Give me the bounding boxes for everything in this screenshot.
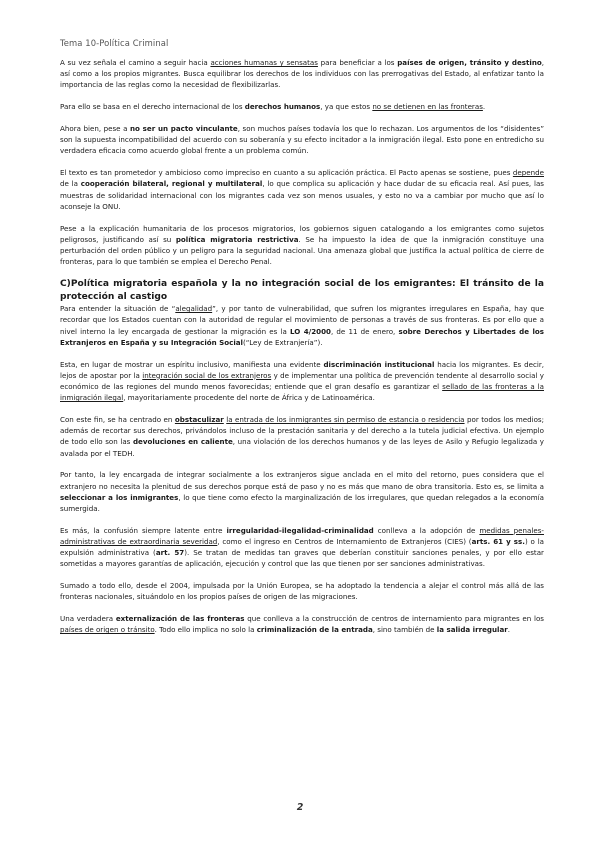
emphasis-text: LO 4/2000 — [290, 326, 331, 336]
paragraph — [60, 167, 544, 212]
text-run: , ya que estos — [320, 102, 373, 112]
text-run: . — [482, 102, 486, 112]
emphasis-text: arts. 61 y ss. — [471, 537, 525, 547]
text-run: Para ello se basa en el derecho internacional de los — [60, 102, 245, 112]
emphasis-text: discriminación institucional — [323, 359, 435, 369]
paragraph — [60, 101, 544, 112]
paragraph — [60, 123, 544, 157]
text-run: Pese a la explicación humanitaria de los procesos migratorios, los gobiernos siguen catalogando a los emigrantes como sujetos peligrosos, justificando así su — [60, 223, 544, 244]
text-run: , así como a los propios migrantes. Busca equilibrar los derechos de los individuos con las prerrogativas del Estado, al enfatizar tanto la importancia de las reglas como la necesidad de flexibilizarlas. — [60, 58, 545, 90]
text-run: ) o la expulsión administrativa ( — [60, 537, 545, 558]
emphasis-text: criminalización de la entrada — [256, 625, 373, 635]
emphasis-text: sobre Derechos y Libertades de los Extranjeros en España y su Integración Social — [60, 326, 544, 347]
text-run: , lo que complica su aplicación y hace dudar de su eficacia real. Así pues, las muestras de solidaridad internacional con los migrantes cada vez son menos usuales, y esto no va a cambiar por mucho que así lo aconseje la ONU. — [60, 179, 544, 211]
emphasis-text: acciones humanas y sensatas — [210, 58, 318, 67]
emphasis-text: países de origen o tránsito — [60, 625, 155, 635]
text-run: , una violación de los derechos humanos y de las leyes de Asilo y Refugio legalizada y avalada por el TEDH. — [60, 437, 544, 458]
text-run: ”, y por tanto de vulnerabilidad, que sufren los migrantes irregulares en España, hay que recordar que los Estados cuentan con la autoridad de regular el movimiento de personas a través de sus fronteras. Es por ello que a nivel interno la ley encargada de gestionar la migración es la — [60, 304, 544, 336]
emphasis-text: externalización de las fronteras — [115, 614, 245, 624]
text-run: , lo que tiene como efecto la marginalización de los irregulares, que quedan relegados a la economía sumergida. — [60, 492, 544, 514]
text-run: , son muchos países todavía los que lo rechazan. Los argumentos de los “disidentes” son la supuesta incompatibilidad del acuerdo con su soberanía y su efecto incitador a la inmigración ilegal. Esto pone en entredicho su verdadera eficacia como acuerdo global frente a un problema común. — [60, 124, 544, 156]
text-run: Por tanto, la ley encargada de integrar socialmente a los extranjeros sigue anclada en el mito del retorno, pues considera que el extranjero no necesita la plenitud de sus derechos porque está de paso y no es más que mano de obra transitoria. Esto es, se limita a — [60, 470, 544, 491]
text-run: , como el ingreso en Centros de Internamiento de Extranjeros (CIES) ( — [217, 537, 472, 547]
text-run: Con este fin, se ha centrado en — [60, 415, 175, 425]
emphasis-text: no se detienen en las fronteras — [372, 102, 483, 112]
text-run: A su vez señala el camino a seguir hacia — [60, 58, 211, 67]
text-run: . — [507, 625, 511, 635]
text-run: , mayoritariamente procedente del norte de África y de Latinoamérica. — [123, 393, 375, 403]
text-run: Es más, la confusión siempre latente entre — [60, 525, 227, 535]
emphasis-text: política migratoria restrictiva — [175, 234, 299, 244]
text-run: Una verdadera — [60, 614, 116, 624]
page-header-title: Tema 10-Política Criminal — [60, 38, 169, 48]
paragraph — [60, 223, 544, 268]
document-body — [60, 57, 544, 636]
paragraph — [60, 469, 544, 514]
page-number: 2 — [296, 802, 304, 813]
text-run: hacia los migrantes. Es decir, lejos de apostar por la — [60, 359, 545, 380]
emphasis-text: medidas penales-administrativas de extraordinaria severidad — [60, 525, 544, 547]
text-run: , de 11 de enero, — [330, 326, 399, 336]
text-run: , sino también de — [372, 625, 437, 635]
emphasis-text: depende — [512, 168, 544, 178]
emphasis-text: cooperación bilateral, regional y multilateral — [80, 179, 263, 189]
text-run: y de implementar una política de prevención tendente al desarrollo social y económico de las regiones del mundo menos favorecidas; entiende que el gran desafío es garantizar el — [60, 370, 544, 392]
emphasis-text: no ser un pacto vinculante — [129, 124, 238, 133]
text-run: conlleva a la adopción de — [373, 525, 480, 535]
paragraph — [60, 414, 544, 459]
text-run: Esta, en lugar de mostrar un espíritu inclusivo, manifiesta una evidente — [60, 359, 324, 369]
paragraph — [60, 525, 544, 570]
text-run: por todos los medios; además de recortar sus derechos, privándolos incluso de la prestación sanitaria y del derecho a la tutela judicial efectiva. Un ejemplo de todo ello son las — [60, 415, 544, 447]
text-run: (“Ley de Extranjería”). — [242, 337, 323, 347]
emphasis-text: irregularidad-ilegalidad-criminalidad — [226, 525, 374, 535]
emphasis-text: seleccionar a los inmigrantes — [60, 492, 179, 502]
text-run: . Se ha impuesto la idea de que la inmigración constituye una perturbación del orden público y un peligro para la seguridad nacional. Una amenaza global que justifica la actual política de cierre de fronteras, para lo que también se emplea el Derecho Penal. — [60, 234, 544, 267]
text-run: de la — [60, 179, 81, 189]
emphasis-text: la entrada de los inmigrantes sin permiso de estancia o residencia — [226, 415, 465, 425]
text-run: . Todo ello implica no solo la — [154, 625, 257, 635]
text-run: El texto es tan prometedor y ambicioso como impreciso en cuanto a su aplicación práctica. El Pacto apenas se sostiene, pues — [60, 168, 513, 178]
paragraph — [60, 359, 544, 404]
text-run: que conlleva a la construcción de centros de internamiento para migrantes en los — [244, 614, 544, 624]
text-run: Sumado a todo ello, desde el 2004, impulsada por la Unión Europea, se ha adoptado la tendencia a alejar el control más allá de las fronteras nacionales, situándolo en los propios países de origen de las migraciones. — [60, 581, 544, 602]
paragraph — [60, 580, 544, 602]
text-run: Ahora bien, pese a — [60, 124, 130, 133]
emphasis-text: integración social de los extranjeros — [142, 370, 272, 380]
text-run: Para entender la situación de “ — [60, 304, 176, 314]
emphasis-text: la salida irregular — [436, 625, 508, 635]
paragraph — [60, 613, 544, 635]
emphasis-text: países de origen, tránsito y destino — [397, 58, 542, 67]
emphasis-text: obstaculizar — [174, 415, 224, 425]
emphasis-text: derechos humanos — [244, 102, 321, 112]
emphasis-text: devoluciones en caliente — [132, 437, 233, 447]
section-heading: C)Política migratoria española y la no integración social de los emigrantes: El tránsito de la protección al castigo — [60, 279, 544, 302]
emphasis-text: art. 57 — [155, 548, 185, 558]
emphasis-text: alegalidad — [175, 304, 213, 314]
text-run: para beneficiar a los — [317, 58, 398, 67]
paragraph — [60, 303, 544, 348]
emphasis-text: sellado de las fronteras a la inmigración ilegal — [60, 382, 544, 403]
paragraph — [60, 57, 544, 91]
text-run: ). Se tratan de medidas tan graves que deberían constituir sanciones penales, y por ello estar sometidas a mayores garantías de aplicación, ejecución y control que las que tienen por ser sanciones administrativas. — [60, 548, 544, 569]
